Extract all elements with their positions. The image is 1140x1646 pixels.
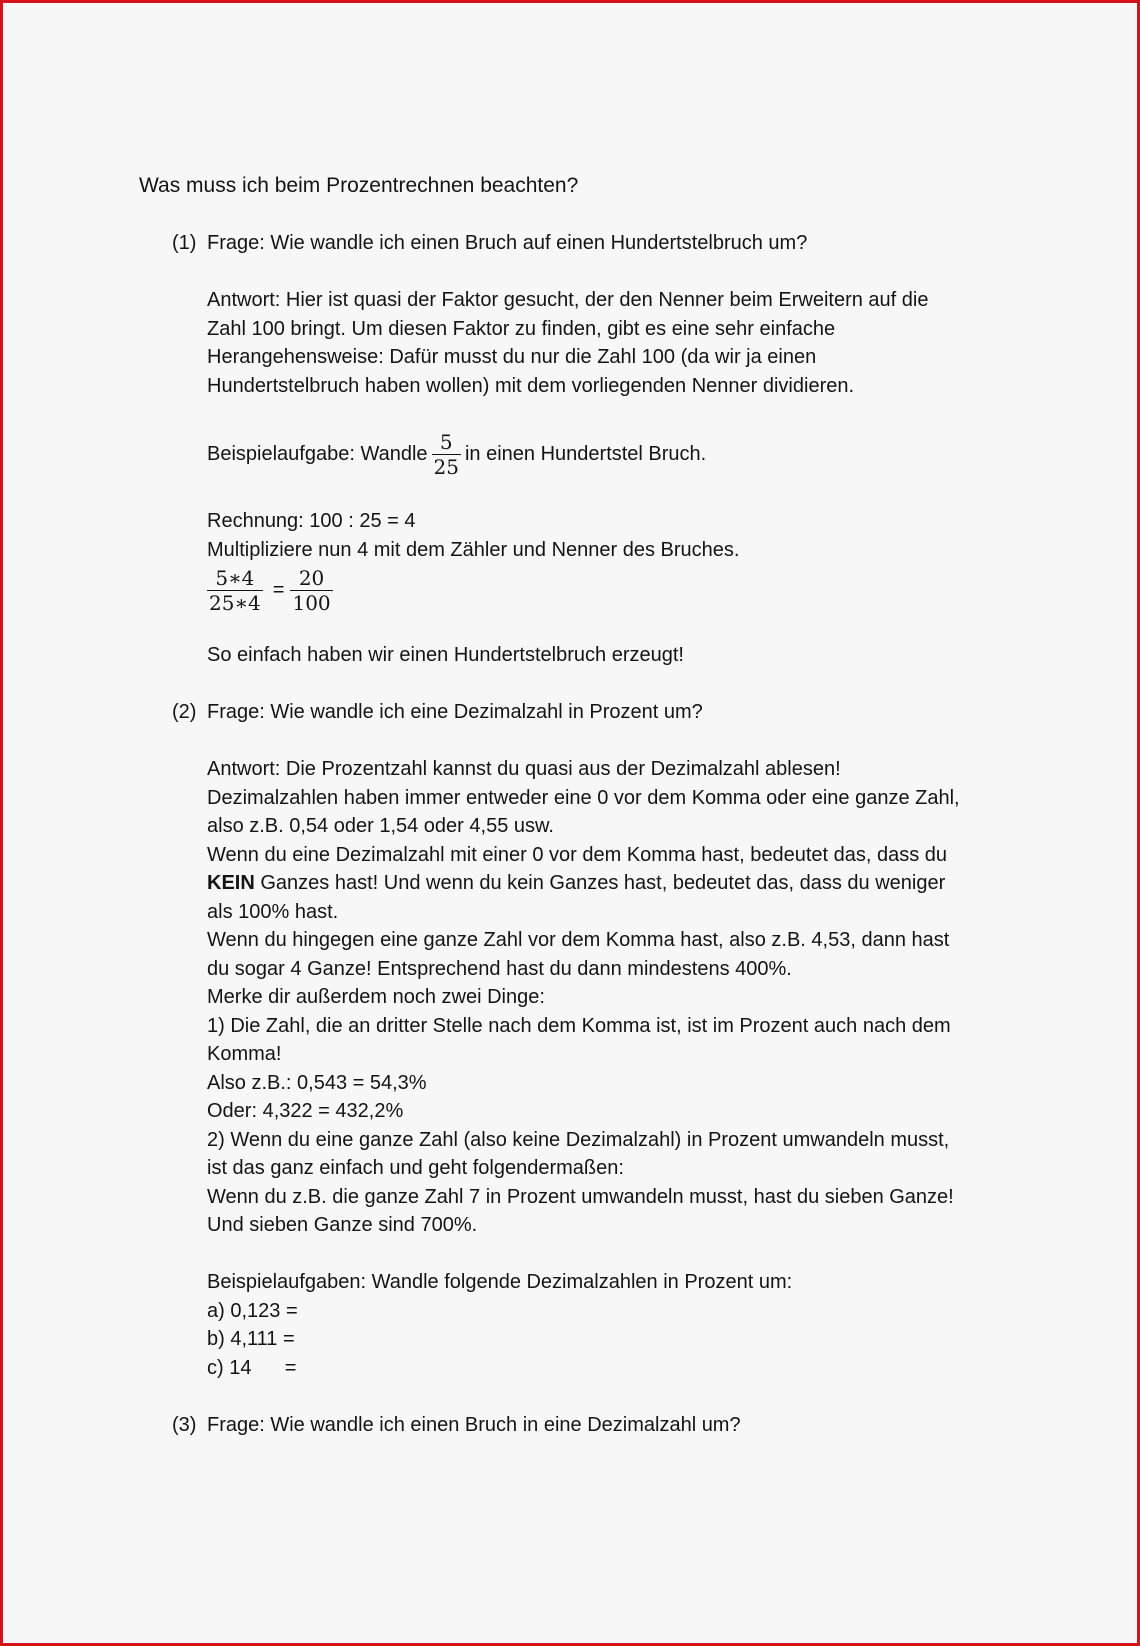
answer-line: Wenn du eine Dezimalzahl mit einer 0 vor dem Komma hast, bedeutet das, dass du	[207, 843, 948, 866]
answer-line-rest: Ganzes hast! Und wenn du kein Ganzes hast, bedeutet das, dass du weniger	[254, 872, 946, 894]
fraction-denominator: 100	[292, 591, 331, 615]
bold-kein: KEIN	[207, 872, 255, 894]
left-fraction	[207, 566, 263, 615]
example-fraction	[432, 430, 461, 479]
question-number: (3)	[172, 1413, 197, 1436]
answer-line: Hundertstelbruch haben wollen) mit dem vorliegenden Nenner dividieren.	[207, 374, 855, 397]
question-3	[172, 1411, 1019, 1440]
answer-line: ist das ganz einfach und geht folgendermaßen:	[207, 1157, 624, 1179]
answer-line: 1) Die Zahl, die an dritter Stelle nach dem Komma ist, ist im Prozent auch nach dem	[207, 1014, 951, 1037]
example-prefix: Beispielaufgabe: Wandle	[207, 443, 428, 466]
answer-line: Also z.B.: 0,543 = 54,3%	[207, 1071, 427, 1094]
fraction-equation	[207, 566, 1019, 615]
answer-line: Wenn du z.B. die ganze Zahl 7 in Prozent umwandeln musst, hast du sieben Ganze!	[207, 1185, 954, 1208]
fraction-denominator: 25∗4	[209, 591, 261, 615]
answer-line: also z.B. 0,54 oder 1,54 oder 4,55 usw.	[207, 815, 554, 837]
fraction-denominator: 25	[433, 455, 459, 479]
equals-sign: =	[272, 579, 285, 602]
answer-line: Wenn du hingegen eine ganze Zahl vor dem Komma hast, also z.B. 4,53, dann hast	[207, 929, 950, 951]
answer-line: Und sieben Ganze sind 700%.	[207, 1214, 478, 1236]
answer-line: Komma!	[207, 1043, 282, 1065]
answer-line: Dezimalzahlen haben immer entweder eine 0 vor dem Komma oder eine ganze Zahl,	[207, 786, 960, 809]
conclusion-line: So einfach haben wir einen Hundertstelbruch erzeugt!	[207, 644, 684, 666]
fraction-numerator: 20	[298, 566, 325, 590]
answer-line: Herangehensweise: Dafür musst du nur die Zahl 100 (da wir ja einen	[207, 346, 817, 368]
answer-line: 2) Wenn du eine ganze Zahl (also keine Dezimalzahl) in Prozent umwandeln musst,	[207, 1128, 950, 1151]
example-suffix: in einen Hundertstel Bruch.	[464, 443, 707, 466]
exercise-item: c) 14 =	[207, 1356, 297, 1379]
example-task	[207, 430, 1019, 479]
answer-line: du sogar 4 Ganze! Entsprechend hast du dann mindestens 400%.	[207, 957, 792, 980]
answer-line: Merke dir außerdem noch zwei Dinge:	[207, 986, 545, 1008]
question-text: Frage: Wie wandle ich einen Bruch in eine Dezimalzahl um?	[207, 1413, 741, 1436]
right-fraction	[290, 566, 332, 615]
exercise-item: a) 0,123 =	[207, 1299, 298, 1322]
question-1	[172, 229, 1019, 670]
question-number: (2)	[172, 701, 197, 723]
answer-line: als 100% hast.	[207, 900, 339, 923]
answer-line	[207, 869, 1019, 898]
page-title: Was muss ich beim Prozentrechnen beachten?	[139, 174, 579, 197]
question-text: Frage: Wie wandle ich eine Dezimalzahl in Prozent um?	[207, 701, 703, 723]
answer-line: Antwort: Die Prozentzahl kannst du quasi aus der Dezimalzahl ablesen!	[207, 758, 841, 780]
answer-line: Antwort: Hier ist quasi der Faktor gesucht, der den Nenner beim Erweitern auf die	[207, 289, 929, 311]
fraction-numerator: 5	[439, 430, 453, 454]
multiply-instruction: Multipliziere nun 4 mit dem Zähler und Nenner des Bruches.	[207, 538, 740, 561]
question-number: (1)	[172, 232, 197, 254]
document-content	[139, 171, 1019, 1439]
exercise-item: b) 4,111 =	[207, 1328, 295, 1350]
fraction-numerator: 5∗4	[215, 566, 255, 590]
answer-line: Zahl 100 bringt. Um diesen Faktor zu finden, gibt es eine sehr einfache	[207, 317, 836, 340]
answer-line: Oder: 4,322 = 432,2%	[207, 1100, 404, 1122]
calculation-line: Rechnung: 100 : 25 = 4	[207, 510, 416, 532]
examples-heading: Beispielaufgaben: Wandle folgende Dezimalzahlen in Prozent um:	[207, 1271, 793, 1293]
question-text: Frage: Wie wandle ich einen Bruch auf einen Hundertstelbruch um?	[207, 232, 808, 254]
question-2	[172, 698, 1019, 1382]
